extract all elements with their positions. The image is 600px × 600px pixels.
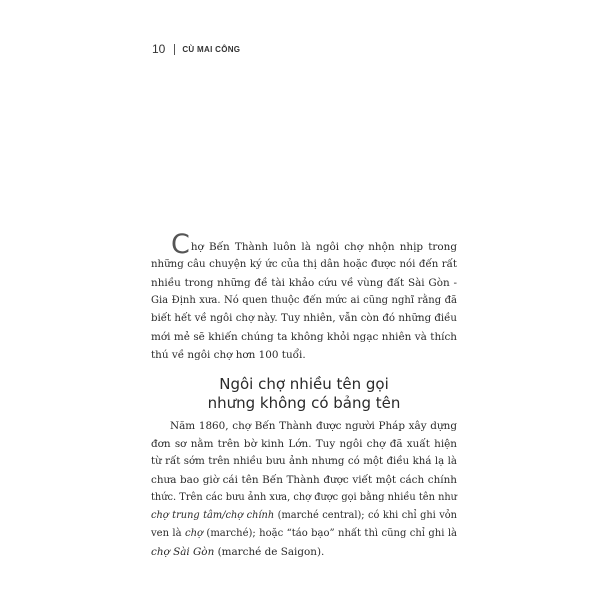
body-line [151,525,457,543]
section-heading-line: Ngôi chợ nhiều tên gọi [219,375,389,393]
header-divider [174,44,175,55]
body-line: chưa bao giờ cái tên Bến Thành được viết một cách chính [151,474,457,486]
intro-line-text: hợ Bến Thành luôn là ngôi chợ nhộn nhịp trong [190,241,457,253]
body-line [151,417,457,435]
body-line-text: (marché); hoặc “táo bạo” nhất thì cũng chỉ ghi là [203,528,457,539]
body-paragraph [151,417,457,561]
intro-line: nhiều trong những đề tài khảo cứu về vùng đất Sài Gòn - [151,277,457,289]
intro-line [151,229,457,260]
body-line-text: Năm 1860, chợ Bến Thành được người Pháp xây dựng [170,420,457,432]
intro-line: mới mẻ sẽ khiến chúng ta không khỏi ngạc nhiên và thích [151,331,457,343]
intro-line: thú về ngôi chợ hơn 100 tuổi. [151,349,306,361]
section-heading-line: nhưng không có bảng tên [207,394,401,412]
italic-term: chợ [184,528,204,539]
italic-term: chợ Sài Gòn [151,546,215,558]
italic-term: chợ trung tâm/chợ chính [151,510,275,521]
intro-line: Gia Định xưa. Nó quen thuộc đến mức ai cũng nghĩ rằng đã [151,295,457,306]
author-name: CÙ MAI CÔNG [182,44,241,54]
body-line: đơn sơ nằm trên bờ kinh Lớn. Tuy ngôi chợ đã xuất hiện [151,438,457,450]
drop-cap: C [171,229,190,260]
intro-line: biết hết về ngôi chợ này. Tuy nhiên, vẫn còn đó những điều [151,313,457,324]
body-line-text: (marché central); có khi chỉ ghi vỏn [274,510,457,521]
running-header [152,42,240,56]
body-line-text: (marché de Saigon). [214,546,325,558]
intro-paragraph [151,229,457,364]
page-number: 10 [152,42,166,56]
body-line-text: ven là [151,528,185,539]
body-line: thức. Trên các bưu ảnh xưa, chợ được gọi bằng nhiều tên như [151,492,457,503]
body-line [151,543,457,561]
intro-line: những câu chuyện ký ức của thị dân hoặc được nói đến rất [151,259,457,270]
body-line [151,507,457,525]
section-heading [151,375,457,413]
body-line: từ rất sớm trên nhiều bưu ảnh nhưng có một điều khá lạ là [151,456,457,467]
